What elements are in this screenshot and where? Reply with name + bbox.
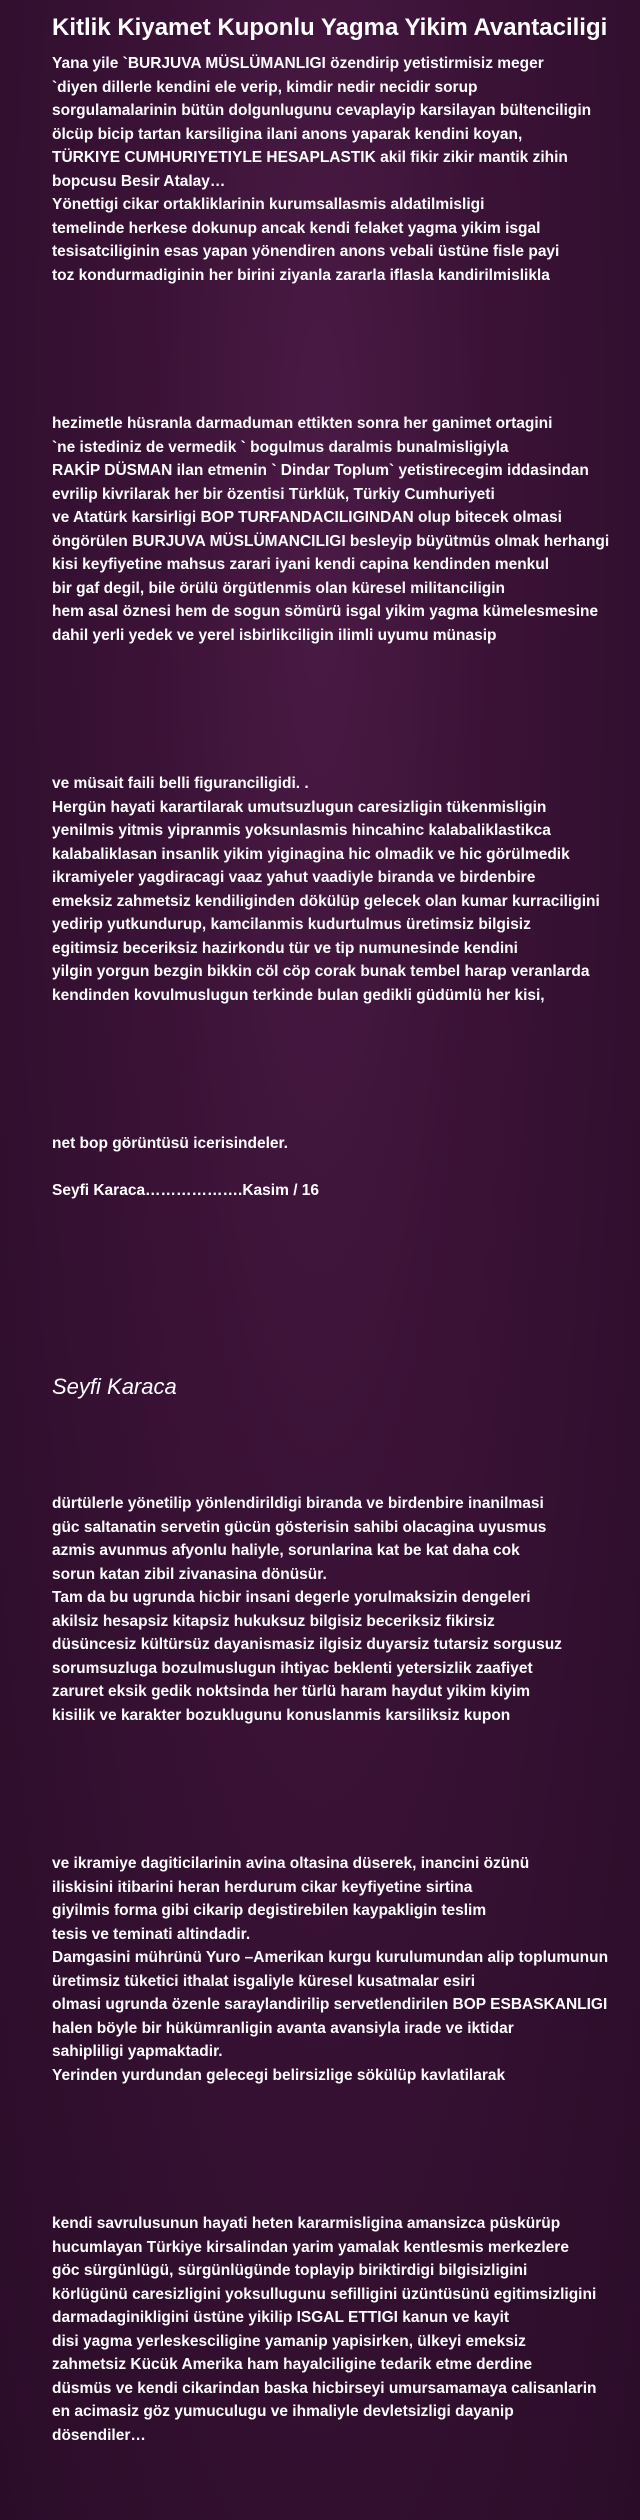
poem-line: bir gaf degil, bile örülü örgütlenmis olan küresel militanciligin xyxy=(52,579,506,597)
poem-line: kendi savrulusunun hayati heten kararmisligina amansizca püskürüp xyxy=(52,2215,561,2232)
poem-line: güc saltanatin servetin gücün gösterisin sahibi olacagina uyusmus xyxy=(52,1518,547,1536)
poem-line: körlügünü caresizligini yoksullugunu sefilligini üzüntüsünü egitimsizligini xyxy=(52,2285,597,2303)
poem-line: yedirip yutkundurup, kamcilanmis kudurtulmus üretimsiz bilgisiz xyxy=(52,916,531,933)
poem-line: akilsiz hesapsiz kitapsiz hukuksuz bilgisiz beceriksiz fikirsiz xyxy=(52,1612,495,1630)
poem-line: sorumsuzluga bozulmuslugun ihtiyac beklenti yetersizlik zaafiyet xyxy=(52,1659,533,1677)
poem-line: TÜRKIYE CUMHURIYETIYLE HESAPLASTIK akil fikir zikir mantik zihin xyxy=(52,149,568,166)
poem-line: iliskisini itibarini heran herdurum cikar keyfiyetine sirtina xyxy=(52,1878,473,1896)
poem-line: sorgulamalarinin bütün dolgunlugunu cevaplayip karsilayan bültenciligin xyxy=(52,102,592,119)
poem-line: Seyfi Karaca……………….Kasim / 16 xyxy=(52,1182,320,1199)
poem-line: Yönettigi cikar ortakliklarinin kurumsallasmis aldatilmisligi xyxy=(52,196,485,213)
poem-line: Damgasini mührünü Yuro –Amerikan kurgu kurulumundan alip toplumunun xyxy=(52,1949,609,1966)
poem-line: emeksiz zahmetsiz kendiliginden dökülüp gelecek olan kumar kurraciligini xyxy=(52,892,600,910)
poem-line: Yerinden yurdundan gelecegi belirsizlige sökülüp kavlatilarak xyxy=(52,2066,506,2084)
poem-line: giyilmis forma gibi cikarip degistirebilen kaypakligin teslim xyxy=(52,1902,487,1919)
poem-line: evrilip kivrilarak her bir özentisi Türklük, Türkiy Cumhuriyeti xyxy=(52,485,495,503)
poem-line: Tam da bu ugrunda hicbir insani degerle yorulmaksizin dengeleri xyxy=(52,1589,531,1606)
poem-line: toz kondurmadiginin her birini ziyanla zararla iflasla kandirilmislikla xyxy=(52,266,550,284)
poem-line: yenilmis yitmis yipranmis yoksunlasmis hincahinc kalabaliklastikca xyxy=(52,822,551,839)
poem-line: `ne istediniz de vermedik ` bogulmus daralmis bunalmisligiyla xyxy=(52,438,509,456)
poem-line: sorun katan zibil zivanasina dönüsür. xyxy=(52,1565,327,1583)
stanza-5 xyxy=(52,1492,636,1727)
poem-line: hezimetle hüsranla darmaduman ettikten sonra her ganimet ortagini xyxy=(52,415,553,432)
poem-line: dösendiler… xyxy=(52,2426,146,2444)
poem-line: düsmüs ve kendi cikarindan baska hicbirseyi umursamamaya calisanlarin xyxy=(52,2379,597,2397)
poem-line: halen böyle bir hükümranligin avanta avansiyla irade ve iktidar xyxy=(52,2019,514,2037)
poem-line: Hergün hayati karartilarak umutsuzlugun caresizligin tükenmisligin xyxy=(52,798,547,816)
poem-line: ölcüp bicip tartan karsiligina ilani anons yaparak kendini koyan, xyxy=(52,125,523,143)
stanza-4 xyxy=(52,1132,636,1203)
poem-line: bopcusu Besir Atalay… xyxy=(52,172,226,190)
poem-line: tesisatciliginin esas yapan yönendiren anons vebali üstüne fisle payi xyxy=(52,243,560,260)
stanza-6 xyxy=(52,1852,636,2087)
stanza-2 xyxy=(52,412,636,647)
signature: Seyfi Karaca xyxy=(52,1374,177,1399)
poem-line: hem asal öznesi hem de sogun sömürü isgal yikim yagma kümelesmesine xyxy=(52,603,599,620)
poem-line: ve Atatürk karsirligi BOP TURFANDACILIGINDAN olup bitecek olmasi xyxy=(52,509,562,526)
poem-line: RAKİP DÜSMAN ilan etmenin ` Dindar Toplum` yetistirecegim iddasindan xyxy=(52,462,589,479)
poem-line: egitimsiz beceriksiz hazirkondu tür ve tip numunesinde kendini xyxy=(52,939,518,957)
poem-line: en acimasiz göz yumuculugu ve ihmaliyle devletsizligi dayanip xyxy=(52,2403,514,2420)
stanza-7 xyxy=(52,2212,636,2447)
poem-line: Yana yile `BURJUVA MÜSLÜMANLIGI özendirip yetistirmisiz meger xyxy=(52,55,544,72)
poem-line: kisilik ve karakter bozuklugunu konuslanmis karsiliksiz kupon xyxy=(52,1706,511,1724)
poem-line xyxy=(52,1156,636,1180)
poem-line: dürtülerle yönetilip yönlendirildigi biranda ve birdenbire inanilmasi xyxy=(52,1495,544,1512)
poem-line: zahmetsiz Kücük Amerika ham hayalciligine tedarik etme derdine xyxy=(52,2356,533,2373)
poem-line: yilgin yorgun bezgin bikkin cöl cöp corak bunak tembel harap veranlarda xyxy=(52,963,590,980)
poem-line: tesis ve teminati altindadir. xyxy=(52,1925,251,1943)
poem-line: üretimsiz tüketici ithalat isgaliyle küresel kusatmalar esiri xyxy=(52,1972,475,1990)
poem-line: zaruret eksik gedik noktsinda her türlü haram haydut yikim kiyim xyxy=(52,1683,531,1700)
poem-line: ve ikramiye dagiticilarinin avina oltasina düserek, inancini özünü xyxy=(52,1855,530,1872)
poem-line: azmis avunmus afyonlu haliyle, sorunlarina kat be kat daha cok xyxy=(52,1542,520,1559)
poem-line: kendinden kovulmuslugun terkinde bulan gedikli güdümlü her kisi, xyxy=(52,986,545,1004)
poem-line: düsüncesiz kültürsüz dayanismasiz ilgisiz duyarsiz tutarsiz sorgusuz xyxy=(52,1636,562,1653)
poem-line: dahil yerli yedek ve yerel isbirlikciligin ilimli uyumu münasip xyxy=(52,626,497,644)
poem-line: kalabaliklasan insanlik yikim yiginagina hic olmadik ve hic görülmedik xyxy=(52,845,570,863)
poem-line: sahipliligi yapmaktadir. xyxy=(52,2043,223,2060)
poem-line: net bop görüntüsü icerisindeler. xyxy=(52,1135,288,1152)
stanza-1 xyxy=(52,52,636,287)
poem-line: öngörülen BURJUVA MÜSLÜMANCILIGI besleyip büyütmüs olmak herhangi xyxy=(52,532,610,550)
poem-line: olmasi ugrunda özenle saraylandirilip servetlendirilen BOP ESBASKANLIGI xyxy=(52,1996,608,2013)
poem-line: ikramiyeler yagdiracagi vaaz yahut vaadiyle biranda ve birdenbire xyxy=(52,869,536,886)
poem-title: Kitlik Kiyamet Kuponlu Yagma Yikim Avantaciligi xyxy=(52,14,608,41)
poem-line: hucumlayan Türkiye kirsalindan yarim yamalak kentlesmis merkezlere xyxy=(52,2238,569,2256)
poem-line: darmadaginikligini üstüne yikilip ISGAL ETTIGI kanun ve kayit xyxy=(52,2309,510,2326)
poem-line: kisi keyfiyetine mahsus zarari iyani kendi capina kendinden menkul xyxy=(52,556,550,573)
poem-line: göc sürgünlügü, sürgünlügünde toplayip biriktirdigi bilgisizligini xyxy=(52,2262,528,2279)
poem-line: disi yagma yerleskesciligine yamanip yapisirken, ülkeyi emeksiz xyxy=(52,2332,526,2350)
poem-line: temelinde herkese dokunup ancak kendi felaket yagma yikim isgal xyxy=(52,219,541,237)
poem-line: ve müsait faili belli figuranciligidi. . xyxy=(52,775,309,792)
poem-line: `diyen dillerle kendini ele verip, kimdir nedir necidir sorup xyxy=(52,78,478,96)
stanza-3 xyxy=(52,772,636,1007)
